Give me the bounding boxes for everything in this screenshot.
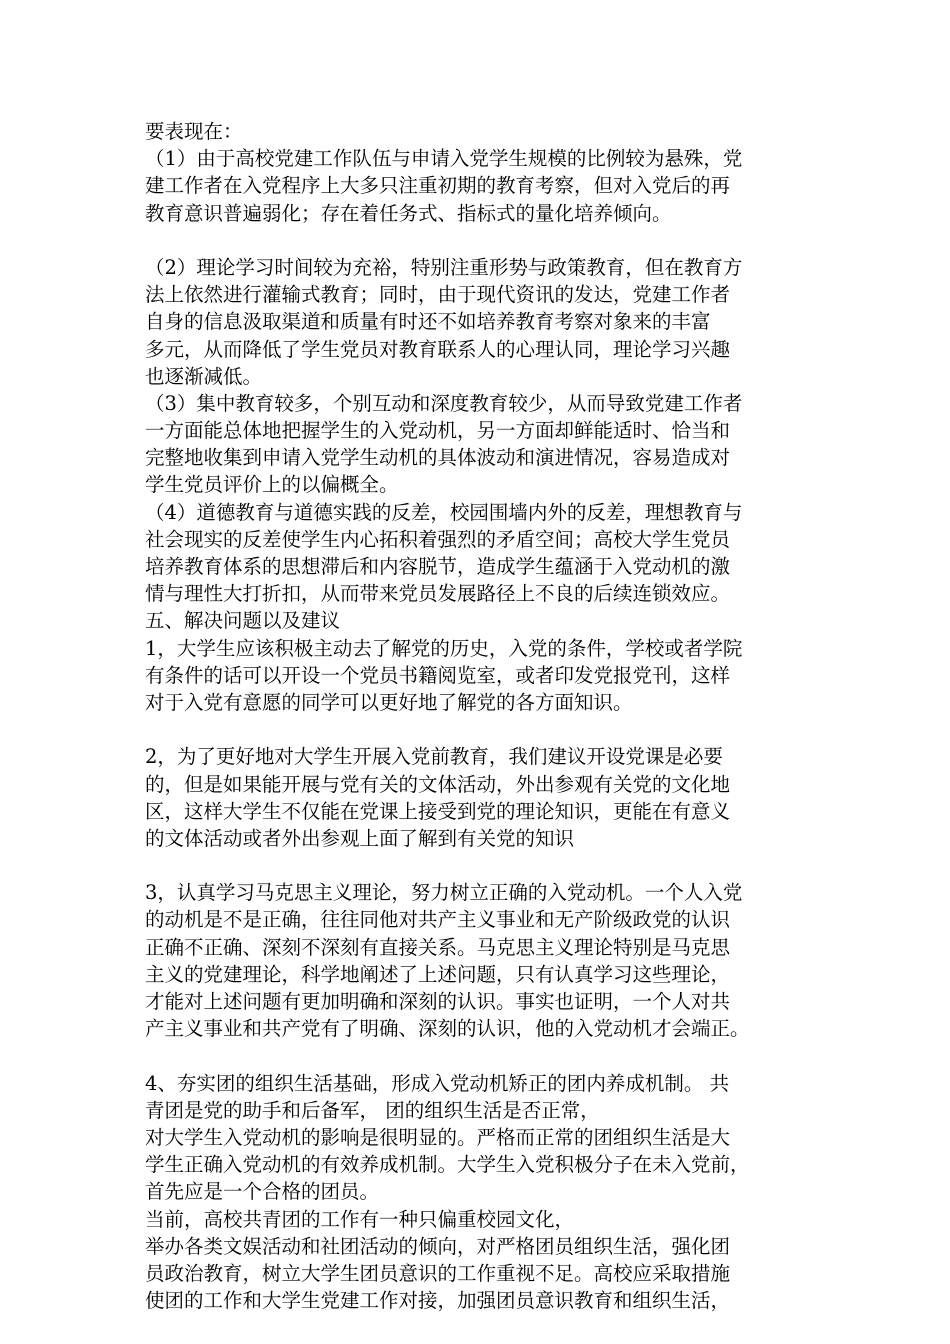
text-line: 完整地收集到申请入党学生动机的具体波动和演进情况，容易造成对	[145, 446, 731, 470]
text-line: 建工作者在入党程序上大多只注重初期的教育考察，但对入党后的再	[145, 174, 731, 198]
text-line: 当前，高校共青团的工作有一种只偏重校园文化，	[145, 1207, 575, 1231]
text-line: 举办各类文娱活动和社团活动的倾向，对严格团员组织生活，强化团	[145, 1234, 731, 1258]
text-line: 的，但是如果能开展与党有关的文体活动，外出参观有关党的文化地	[145, 772, 731, 796]
text-line: （4）道德教育与道德实践的反差，校园围墙内外的反差，理想教育与	[145, 500, 743, 524]
text-line: 员政治教育，树立大学生团员意识的工作重视不足。高校应采取措施	[145, 1261, 731, 1285]
text-line: 首先应是一个合格的团员。	[145, 1180, 380, 1204]
text-line: 的动机是不是正确，往往同他对共产主义事业和无产阶级政党的认识	[145, 908, 731, 932]
text-line: 社会现实的反差使学生内心拓积着强烈的矛盾空间；高校大学生党员	[145, 527, 731, 551]
text-line: 的文体活动或者外出参观上面了解到有关党的知识	[145, 826, 575, 850]
text-line: 培养教育体系的思想滞后和内容脱节，造成学生蕴涵于入党动机的激	[145, 555, 731, 578]
text-line: 情与理性大打折扣，从而带来党员发展路径上不良的后续连锁效应。	[145, 582, 731, 606]
text-line: 一方面能总体地把握学生的入党动机，另一方面却鲜能适时、恰当和	[145, 419, 731, 443]
blank-line	[145, 1042, 825, 1069]
text-line: 对大学生入党动机的影响是很明显的。严格而正常的团组织生活是大	[145, 1125, 731, 1149]
text-line: 1，大学生应该积极主动去了解党的历史，入党的条件，学校或者学院	[145, 636, 743, 660]
text-line: 区，这样大学生不仅能在党课上接受到党的理论知识，更能在有意义	[145, 799, 731, 823]
blank-line	[145, 227, 825, 254]
text-line: 法上依然进行灌输式教育；同时，由于现代资讯的发达，党建工作者	[145, 283, 731, 307]
text-line: 要表现在：	[145, 120, 243, 143]
document-body	[145, 118, 825, 1314]
text-line: （1）由于高校党建工作队伍与申请入党学生规模的比例较为悬殊，党	[145, 147, 743, 171]
text-line: 学生正确入党动机的有效养成机制。大学生入党积极分子在未入党前，	[145, 1153, 750, 1177]
text-line: （3）集中教育较多，个别互动和深度教育较少，从而导致党建工作者	[145, 391, 743, 415]
text-line: 才能对上述问题有更加明确和深刻的认识。事实也证明，一个人对共	[145, 990, 731, 1013]
text-line: 正确不正确、深刻不深刻有直接关系。马克思主义理论特别是马克思	[145, 935, 731, 959]
text-line: 主义的党建理论，科学地阐述了上述问题，只有认真学习这些理论，	[145, 962, 731, 986]
text-line: 多元，从而降低了学生党员对教育联系人的心理认同，理论学习兴趣	[145, 337, 731, 361]
text-line: 使团的工作和大学生党建工作对接，加强团员意识教育和组织生活，	[145, 1289, 731, 1313]
blank-line	[145, 852, 825, 879]
text-line: 产主义事业和共产党有了明确、深刻的认识，他的入党动机才会端正。	[145, 1017, 750, 1041]
blank-line	[145, 716, 825, 743]
document-page	[145, 118, 825, 1314]
text-line: 对于入党有意愿的同学可以更好地了解党的各方面知识。	[145, 690, 633, 714]
text-line: 五、解决问题以及建议	[145, 609, 341, 633]
text-line: （2）理论学习时间较为充裕，特别注重形势与政策教育，但在教育方	[145, 255, 743, 279]
text-line: 青团是党的助手和后备军， 团的组织生活是否正常，	[145, 1098, 600, 1122]
text-line: 4、夯实团的组织生活基础，形成入党动机矫正的团内养成机制。 共	[145, 1071, 730, 1095]
text-line: 2，为了更好地对大学生开展入党前教育，我们建议开设党课是必要	[145, 745, 723, 769]
text-line: 学生党员评价上的以偏概全。	[145, 473, 399, 497]
text-line: 教育意识普遍弱化；存在着任务式、指标式的量化培养倾向。	[145, 201, 672, 225]
text-line: 也逐渐减低。	[145, 364, 263, 388]
text-line: 自身的信息汲取渠道和质量有时还不如培养教育考察对象来的丰富	[145, 310, 711, 334]
text-line: 有条件的话可以开设一个党员书籍阅览室，或者印发党报党刊，这样	[145, 663, 731, 687]
text-line: 3，认真学习马克思主义理论，努力树立正确的入党动机。一个人入党	[145, 881, 743, 905]
